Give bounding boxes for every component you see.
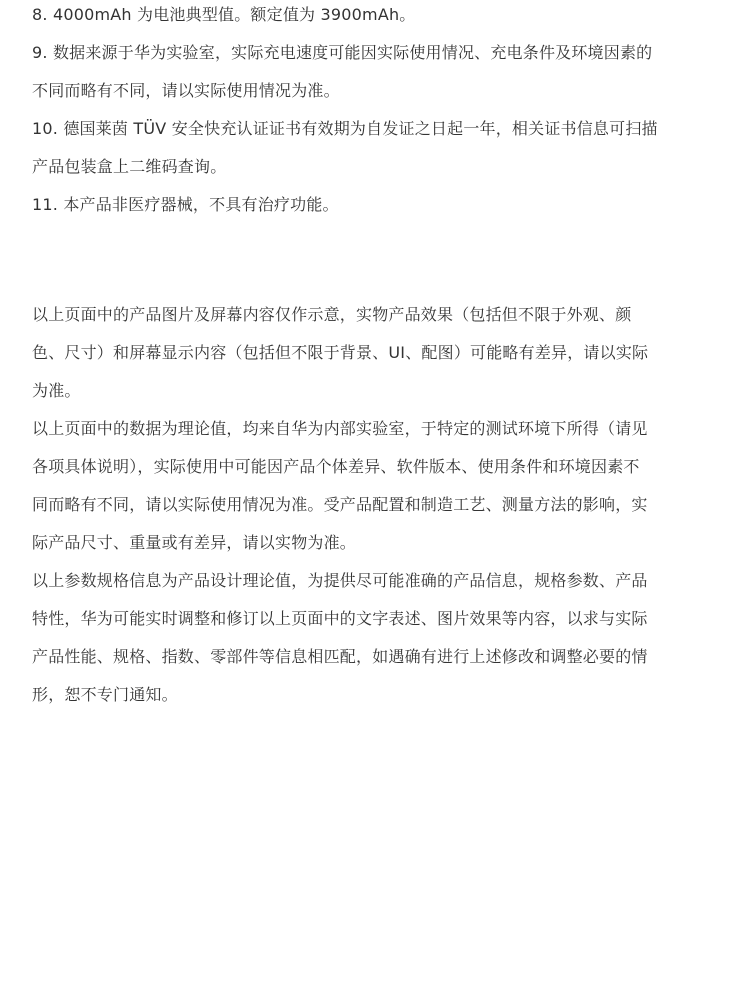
footnote-11-line: 11. 本产品非医疗器械，不具有治疗功能。 <box>32 195 339 214</box>
disclaimer-line: 色、尺寸）和屏幕显示内容（包括但不限于背景、UI、配图）可能略有差异，请以实际 <box>32 343 649 362</box>
footnote-9-line-1: 9. 数据来源于华为实验室，实际充电速度可能因实际使用情况、充电条件及环境因素的 <box>32 43 653 62</box>
disclaimer-line: 产品性能、规格、指数、零部件等信息相匹配，如遇确有进行上述修改和调整必要的情 <box>32 647 648 666</box>
footnotes-section <box>32 0 732 224</box>
disclaimer-line: 同而略有不同，请以实际使用情况为准。受产品配置和制造工艺、测量方法的影响，实 <box>32 495 648 514</box>
footnote-8-line: 8. 4000mAh 为电池典型值。额定值为 3900mAh。 <box>32 5 416 24</box>
disclaimer-line: 为准。 <box>32 381 81 400</box>
disclaimer-line: 形，恕不专门通知。 <box>32 685 178 704</box>
disclaimer-section <box>32 296 732 714</box>
disclaimer-line: 各项具体说明），实际使用中可能因产品个体差异、软件版本、使用条件和环境因素不 <box>32 457 640 476</box>
disclaimer-line: 际产品尺寸、重量或有差异，请以实物为准。 <box>32 533 357 552</box>
footnote-10-line-2: 产品包装盒上二维码查询。 <box>32 157 227 176</box>
disclaimer-line: 特性，华为可能实时调整和修订以上页面中的文字表述、图片效果等内容，以求与实际 <box>32 609 648 628</box>
disclaimer-line: 以上参数规格信息为产品设计理论值，为提供尽可能准确的产品信息，规格参数、产品 <box>32 571 648 590</box>
disclaimer-line: 以上页面中的数据为理论值，均来自华为内部实验室，于特定的测试环境下所得（请见 <box>32 419 648 438</box>
disclaimer-line: 以上页面中的产品图片及屏幕内容仅作示意，实物产品效果（包括但不限于外观、颜 <box>32 305 632 324</box>
footnote-10-line-1: 10. 德国莱茵 TÜV 安全快充认证证书有效期为自发证之日起一年，相关证书信息可扫描 <box>32 119 658 138</box>
footnote-9-line-2: 不同而略有不同，请以实际使用情况为准。 <box>32 81 340 100</box>
